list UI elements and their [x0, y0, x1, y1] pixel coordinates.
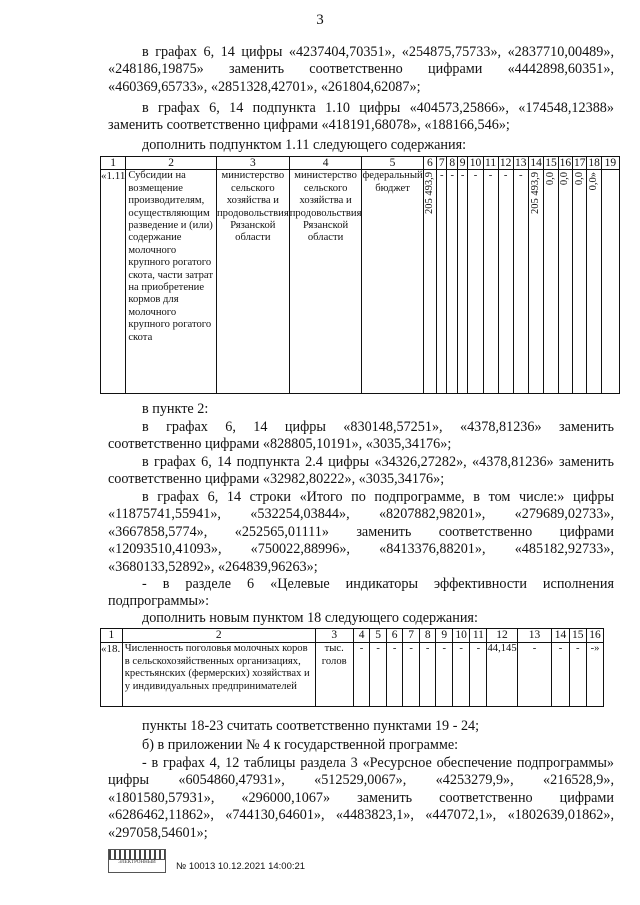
paragraph-5: [108, 419, 614, 454]
paragraph-8: [108, 576, 614, 611]
stamp-building-icon: [109, 850, 165, 860]
table1-header: 1: [101, 157, 126, 170]
cell-dash: -: [403, 643, 420, 707]
paragraph-4: в пункте 2:: [142, 401, 209, 417]
subprogram-table: [100, 156, 620, 394]
paragraph-12: [108, 755, 614, 842]
paragraph-6-text: в графах 6, 14 подпункта 2.4 цифры «34326,27282», «4378,81236» заменить соответственно цифрами «32982,80222», «3035,34176»;: [108, 454, 614, 488]
table1-header: 15: [545, 157, 557, 169]
page-number: 3: [316, 12, 324, 28]
table1-header: 5: [362, 157, 423, 170]
table1-header: 6: [423, 157, 436, 170]
row-name: Субсидии на возмещение производителям, осуществляющим разведение и (или) содержание молочного крупного рогатого скота, части затрат на приобретение кормов для молочного крупного рогатого скота: [126, 170, 217, 394]
table2-header: 14: [552, 629, 569, 643]
paragraph-1-text: в графах 6, 14 цифры «4237404,70351», «254875,75733», «2837710,00489», «248186,19875» заменить соответственно цифрами «4442898,60351», «460369,65733», «2851328,42701», «261804,62087»;: [108, 44, 614, 95]
paragraph-1: [108, 44, 614, 96]
row-number: «1.11: [101, 170, 126, 394]
paragraph-5-text: в графах 6, 14 цифры «830148,57251», «4378,81236» заменить соответственно цифрами «828805,10191», «3035,34176»;: [108, 419, 614, 453]
cell-col16: -»: [586, 643, 603, 707]
table2-header: 16: [586, 629, 603, 643]
table1-header: 16: [559, 157, 572, 169]
table1-header: 11: [485, 157, 497, 169]
table2-header: 11: [470, 629, 487, 643]
cell-col19: [601, 170, 619, 394]
row-name: Численность поголовья молочных коров в сельскохозяйственных организациях, крестьянских (фермерских) хозяйствах и у индивидуальных предпринимателей: [122, 643, 315, 707]
cell-dash: -: [353, 643, 370, 707]
cell-dash: -: [452, 643, 469, 707]
row-executor: министерство сельского хозяйства и продовольствия Рязанской области: [217, 170, 290, 394]
table2-header-row: [101, 629, 620, 643]
table1-header: 17: [573, 157, 586, 169]
table2-header: 2: [122, 629, 315, 643]
row-unit: тыс. голов: [315, 643, 353, 707]
table1-header: 9: [457, 157, 467, 170]
paragraph-2: [108, 100, 614, 135]
table1-header: 19: [601, 157, 619, 170]
table1-header: 3: [217, 157, 290, 170]
cell-col15: 0,0: [544, 172, 556, 186]
cell-dash: -: [447, 170, 457, 394]
cell-dash: -: [419, 643, 436, 707]
cell-dash: -: [468, 170, 483, 394]
table2-header: 15: [569, 629, 586, 643]
cell-dash: -: [370, 643, 387, 707]
cell-dash: -: [513, 170, 528, 394]
table1-header: 4: [289, 157, 362, 170]
table2-header: 8: [419, 629, 436, 643]
cell-dash: -: [470, 643, 487, 707]
table2-header: 3: [315, 629, 353, 643]
paragraph-7-text: в графах 6, 14 строки «Итого по подпрограмме, в том числе:» цифры «11875741,55941», «532254,03844», «8207882,98201», «279689,02733», «3667858,5774», «252565,01111» заменить соответственно цифрами «12093510,41093», «750022,88996», «8413376,88201», «485182,92733», «3680133,52892», «264839,96263»;: [108, 489, 614, 575]
paragraph-12-text: - в графах 4, 12 таблицы раздела 3 «Ресурсное обеспечение подпрограммы» цифры «6054860,47931», «512529,0067», «4253279,9», «216528,9», «1801580,57931», «296000,1067» заменить соответственно цифрами «6286462,11862», «744130,64601», «4483823,1», «447072,1», «1802639,01862», «297058,54601»;: [108, 755, 614, 841]
cell-dash: -: [498, 170, 513, 394]
paragraph-11: б) в приложении № 4 к государственной программе:: [142, 737, 459, 753]
table1-header-row: [101, 157, 620, 170]
paragraph-9: дополнить новым пунктом 18 следующего содержания:: [142, 610, 478, 626]
row-source: федеральный бюджет: [362, 170, 423, 394]
cell-col6: 205 493,9: [423, 172, 435, 215]
paragraph-6: [108, 454, 614, 489]
table2-header: 5: [370, 629, 387, 643]
paragraph-2-text: в графах 6, 14 подпункта 1.10 цифры «404573,25866», «174548,12388» заменить соответственно цифрами «418191,68078», «188166,546»;: [108, 100, 614, 134]
registration-stamp: [108, 849, 166, 873]
table1-header: 12: [499, 157, 512, 169]
table2-header: 1: [101, 629, 123, 643]
cell-col18: 0,0»: [587, 172, 599, 191]
table2-header: 7: [403, 629, 420, 643]
table2-header: 6: [386, 629, 403, 643]
paragraph-3: дополнить подпунктом 1.11 следующего содержания:: [142, 137, 467, 153]
table2-header: 12: [487, 629, 517, 643]
table1-header: 10: [469, 157, 482, 169]
table1-header: 8: [447, 157, 457, 170]
table2-header: 10: [452, 629, 469, 643]
paragraph-10: пункты 18-23 считать соответственно пунктами 19 - 24;: [142, 718, 480, 734]
table1-header: 18: [588, 157, 600, 169]
cell-dash: -: [436, 643, 453, 707]
paragraph-8-text: - в разделе 6 «Целевые индикаторы эффективности исполнения подпрограммы»:: [108, 576, 614, 610]
table2-header: 13: [517, 629, 552, 643]
cell-col12: 44,145: [487, 643, 517, 707]
cell-dash: -: [437, 170, 447, 394]
table2-header: 4: [353, 629, 370, 643]
table2-header: 9: [436, 629, 453, 643]
registration-footer: № 10013 10.12.2021 14:00:21: [176, 861, 306, 872]
cell-dash: -: [386, 643, 403, 707]
cell-col14: -: [552, 643, 569, 707]
row-coexecutor: министерство сельского хозяйства и продовольствия Рязанской области: [289, 170, 362, 394]
cell-dash: -: [457, 170, 467, 394]
table-row: [101, 643, 620, 707]
cell-col15: -: [569, 643, 586, 707]
indicators-table: [100, 628, 620, 707]
table1-header: 7: [437, 157, 447, 170]
table-row: [101, 170, 620, 394]
table1-header: 2: [126, 157, 217, 170]
paragraph-7: [108, 489, 614, 576]
row-number: «18.: [101, 643, 123, 707]
cell-col17: 0,0: [573, 172, 585, 186]
cell-col13: -: [517, 643, 552, 707]
cell-dash: -: [483, 170, 498, 394]
table1-header: 13: [515, 157, 527, 169]
stamp-text: ЭЛЕКТРОННЫЙ: [118, 860, 156, 865]
table1-header: 14: [528, 157, 544, 170]
cell-col14: 205 493,9: [529, 172, 541, 215]
cell-col16: 0,0: [559, 172, 571, 186]
